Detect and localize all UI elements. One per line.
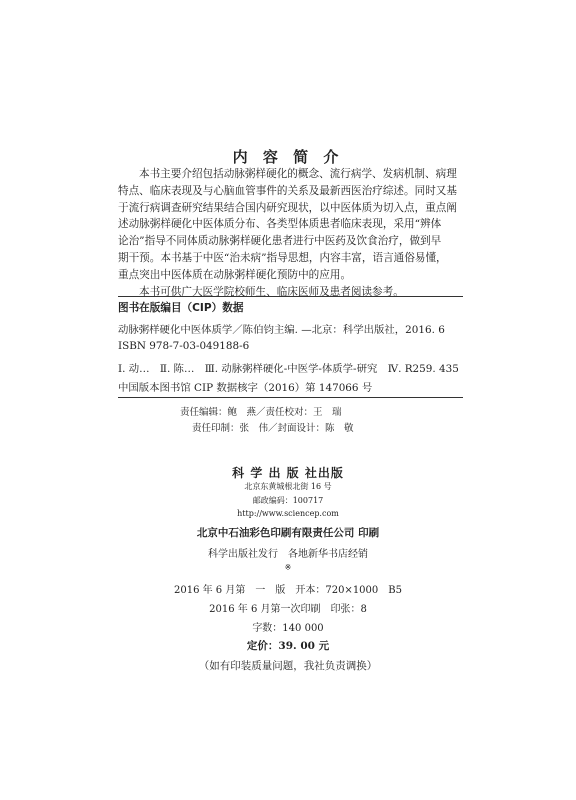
intro-line: 于流行病调查研究结果结合国内研究现状，以中医体质为切入点，重点阐 xyxy=(118,201,457,214)
page-title: 内 容 简 介 xyxy=(232,148,344,166)
cip-classification: Ⅰ. 动… Ⅱ. 陈… Ⅲ. 动脉粥样硬化-中医学-体质学-研究 Ⅳ. R259. 435 xyxy=(118,363,459,375)
intro-line: 期干预。本书基于中医“治未病”指导思想，内容丰富，语言通俗易懂， xyxy=(118,251,447,264)
cip-title-line: 动脉粥样硬化中医体质学／陈伯钧主编. —北京：科学出版社，2016. 6 xyxy=(118,324,445,336)
intro-line: 本书主要介绍包括动脉粥样硬化的概念、流行病学、发病机制、病理 xyxy=(139,168,457,180)
publisher-name: 科 学 出 版 社出版 xyxy=(232,466,344,480)
intro-line: 述动脉粥样硬化中医体质分布、各类型体质患者临床表现，采用“辨体 xyxy=(118,218,442,231)
intro-line: 重点突出中医体质在动脉粥样硬化预防中的应用。 xyxy=(118,268,352,281)
cip-record-number: 中国版本图书馆 CIP 数据核字（2016）第 147066 号 xyxy=(118,382,373,394)
divider xyxy=(118,397,463,398)
quality-notice: （如有印装质量问题，我社负责调换） xyxy=(198,660,378,672)
intro-audience-line: 本书可供广大医学院校师生、临床医师及患者阅读参考。 xyxy=(139,285,404,298)
intro-line: 特点、临床表现及与心脑血管事件的关系及最新西医治疗综述。同时又基 xyxy=(118,184,457,197)
distribution: 科学出版社发行 各地新华书店经销 xyxy=(208,549,368,560)
production-credits: 责任印制：张 伟／封面设计：陈 敬 xyxy=(192,423,354,434)
printing-line: 2016 年 6 月第一次印刷 印张：8 xyxy=(209,604,367,615)
price: 定价：39. 00 元 xyxy=(246,640,330,652)
editor-credits: 责任编辑：鲍 燕／责任校对：王 瑞 xyxy=(180,407,342,418)
ornament: ※ xyxy=(284,563,292,572)
edition-line: 2016 年 6 月第 一 版 开本：720×1000 B5 xyxy=(174,585,402,596)
intro-line: 论治”指导不同体质动脉粥样硬化患者进行中医药及饮食治疗，做到早 xyxy=(118,235,442,248)
word-count: 字数：140 000 xyxy=(252,623,324,634)
publisher-url: http://www.sciencep.com xyxy=(237,509,339,518)
intro-paragraph xyxy=(118,166,463,300)
printer: 北京中石油彩色印刷有限责任公司 印刷 xyxy=(196,527,380,539)
publisher-address: 北京东黄城根北街 16 号 xyxy=(244,482,332,491)
cip-isbn: ISBN 978-7-03-049188-6 xyxy=(118,340,250,352)
divider xyxy=(118,296,463,297)
cip-heading: 图书在版编目（CIP）数据 xyxy=(118,302,244,314)
postcode: 邮政编码：100717 xyxy=(252,496,324,505)
